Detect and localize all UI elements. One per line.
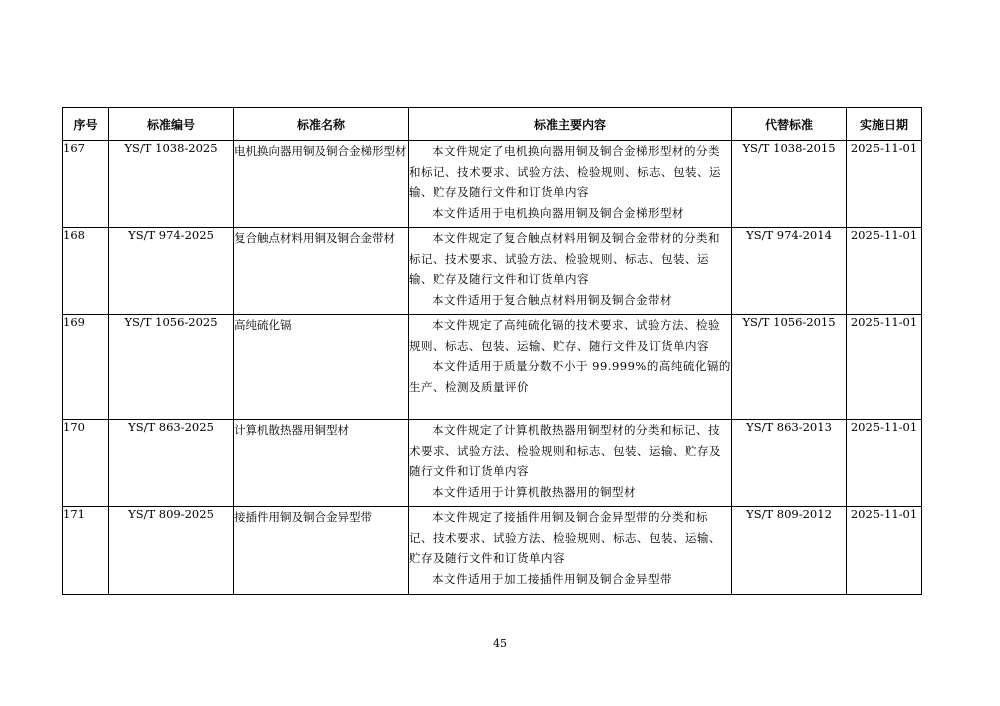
row-content <box>409 228 732 315</box>
header-date: 实施日期 <box>847 108 922 141</box>
table-row <box>63 507 922 595</box>
row-date: 2025-11-01 <box>847 141 922 228</box>
row-content-applicability: 本文件适用于复合触点材料用铜及铜合金带材 <box>432 292 672 307</box>
row-code: YS/T 1056-2025 <box>109 315 234 420</box>
header-content: 标准主要内容 <box>409 108 732 141</box>
row-name: 高纯硫化镉 <box>234 315 409 420</box>
row-replace: YS/T 809-2012 <box>732 507 847 595</box>
row-index: 170 <box>63 420 109 507</box>
row-content-applicability: 本文件适用于电机换向器用铜及铜合金梯形型材 <box>432 205 684 220</box>
table-row <box>63 228 922 315</box>
row-code: YS/T 1038-2025 <box>109 141 234 228</box>
row-date: 2025-11-01 <box>847 228 922 315</box>
table-header-row <box>63 108 922 141</box>
row-replace: YS/T 863-2013 <box>732 420 847 507</box>
header-code: 标准编号 <box>109 108 234 141</box>
row-date: 2025-11-01 <box>847 420 922 507</box>
row-date: 2025-11-01 <box>847 507 922 595</box>
row-index: 168 <box>63 228 109 315</box>
row-replace: YS/T 1056-2015 <box>732 315 847 420</box>
table-row <box>63 315 922 420</box>
row-name: 复合触点材料用铜及铜合金带材 <box>234 228 409 315</box>
row-name: 计算机散热器用铜型材 <box>234 420 409 507</box>
row-code: YS/T 974-2025 <box>109 228 234 315</box>
row-content-applicability: 本文件适用于计算机散热器用的铜型材 <box>432 484 636 499</box>
row-index: 167 <box>63 141 109 228</box>
header-replace: 代替标准 <box>732 108 847 141</box>
row-replace: YS/T 974-2014 <box>732 228 847 315</box>
row-content-scope: 本文件规定了接插件用铜及铜合金异型带的分类和标记、技术要求、试验方法、检验规则、标志、包装、运输、贮存及随行文件和订货单内容 <box>409 510 721 565</box>
table-row <box>63 141 922 228</box>
row-name: 电机换向器用铜及铜合金梯形型材 <box>234 141 409 228</box>
row-index: 171 <box>63 507 109 595</box>
row-content <box>409 315 732 420</box>
header-index: 序号 <box>63 108 109 141</box>
header-name: 标准名称 <box>234 108 409 141</box>
row-date: 2025-11-01 <box>847 315 922 420</box>
row-index: 169 <box>63 315 109 420</box>
row-content-scope: 本文件规定了计算机散热器用铜型材的分类和标记、技术要求、试验方法、检验规则和标志、包装、运输、贮存及随行文件和订货单内容 <box>409 423 721 478</box>
row-name: 接插件用铜及铜合金异型带 <box>234 507 409 595</box>
table-row <box>63 420 922 507</box>
row-content-applicability: 本文件适用于加工接插件用铜及铜合金异型带 <box>432 571 672 586</box>
row-content-scope: 本文件规定了高纯硫化镉的技术要求、试验方法、检验规则、标志、包装、运输、贮存、随行文件及订货单内容 <box>409 318 720 353</box>
row-code: YS/T 863-2025 <box>109 420 234 507</box>
row-content-applicability: 本文件适用于质量分数不小于 99.999%的高纯硫化镉的生产、检测及质量评价 <box>409 359 731 394</box>
row-content <box>409 420 732 507</box>
row-content-scope: 本文件规定了电机换向器用铜及铜合金梯形型材的分类和标记、技术要求、试验方法、检验规则、标志、包装、运输、贮存及随行文件和订货单内容 <box>409 144 721 199</box>
page-number: 45 <box>493 637 507 650</box>
row-code: YS/T 809-2025 <box>109 507 234 595</box>
row-replace: YS/T 1038-2015 <box>732 141 847 228</box>
row-content <box>409 507 732 595</box>
row-content <box>409 141 732 228</box>
standards-table <box>62 107 922 595</box>
row-content-scope: 本文件规定了复合触点材料用铜及铜合金带材的分类和标记、技术要求、试验方法、检验规则、标志、包装、运输、贮存及随行文件和订货单内容 <box>409 231 720 286</box>
